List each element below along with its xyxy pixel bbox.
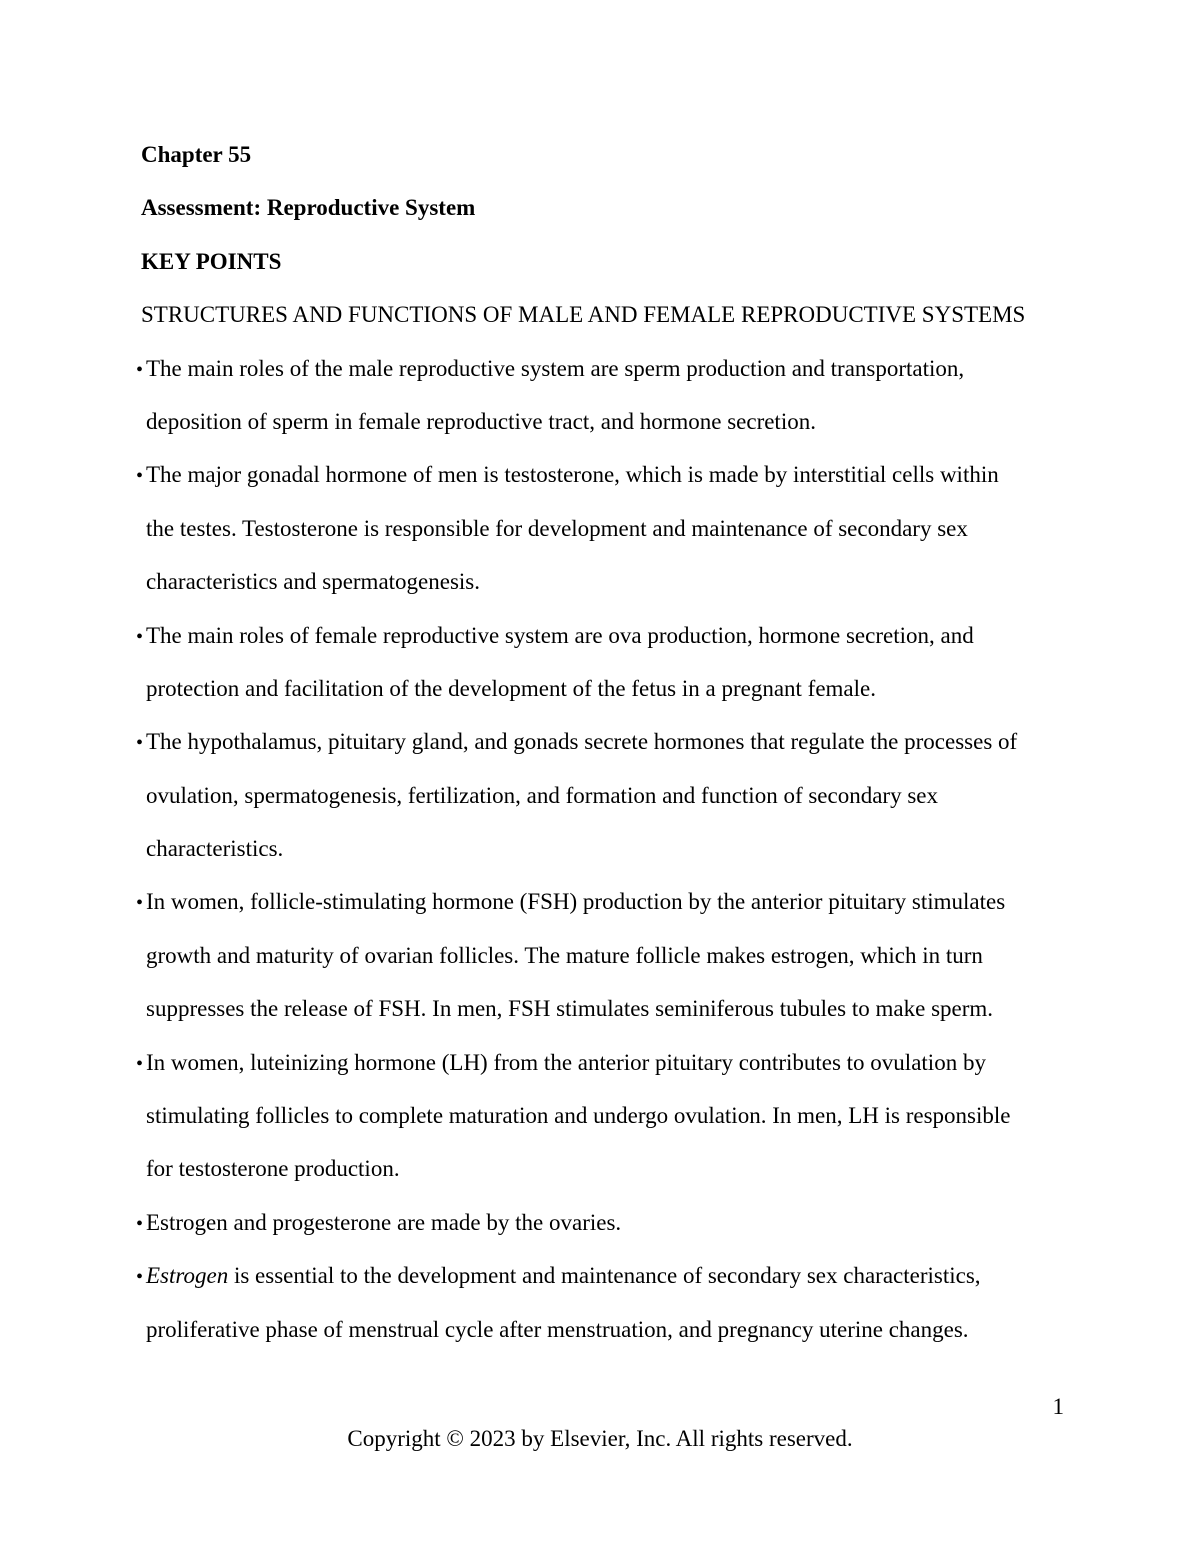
bullet-text: Estrogen and progesterone are made by the ovaries.	[146, 1209, 622, 1235]
bullet-icon: •	[136, 625, 144, 648]
list-item	[136, 342, 1101, 449]
list-item	[136, 448, 1101, 608]
bullet-icon: •	[136, 732, 144, 755]
list-item	[136, 1249, 1101, 1356]
bullet-text-italic: Estrogen	[146, 1263, 229, 1289]
bullet-line: the testes. Testosterone is responsible for development and maintenance of secondary sex	[146, 515, 968, 541]
copyright-text: Copyright © 2023 by Elsevier, Inc. All rights reserved.	[347, 1426, 853, 1451]
bullet-line: protection and facilitation of the development of the fetus in a pregnant female.	[146, 675, 876, 701]
bullet-icon: •	[136, 1266, 144, 1289]
bullet-line	[136, 609, 1101, 662]
bullet-icon: •	[136, 892, 144, 915]
bullet-icon: •	[136, 358, 144, 381]
list-item	[136, 715, 1101, 875]
bullet-line: stimulating follicles to complete maturation and undergo ovulation. In men, LH is responsible	[146, 1103, 1011, 1129]
bullet-line: proliferative phase of menstrual cycle after menstruation, and pregnancy uterine changes.	[146, 1316, 969, 1342]
list-item	[136, 1196, 1101, 1249]
bullet-line: characteristics and spermatogenesis.	[146, 569, 481, 595]
list-item	[136, 609, 1101, 716]
bullet-line	[136, 1196, 1101, 1249]
bullet-line: ovulation, spermatogenesis, fertilization, and formation and function of secondary sex	[146, 782, 938, 808]
bullet-line: growth and maturity of ovarian follicles. The mature follicle makes estrogen, which in turn	[146, 942, 983, 968]
bullet-line	[136, 1036, 1101, 1089]
bullet-list	[136, 342, 1101, 1356]
bullet-line: suppresses the release of FSH. In men, FSH stimulates seminiferous tubules to make sperm.	[146, 996, 994, 1022]
bullet-text: In women, follicle-stimulating hormone (FSH) production by the anterior pituitary stimulates	[146, 889, 1006, 915]
bullet-line	[136, 1249, 1101, 1302]
list-item	[136, 1036, 1101, 1196]
heading-title: Assessment: Reproductive System	[141, 195, 476, 221]
bullet-line: characteristics.	[146, 836, 284, 862]
bullet-line	[136, 715, 1101, 768]
bullet-icon: •	[136, 1052, 144, 1075]
bullet-text: In women, luteinizing hormone (LH) from the anterior pituitary contributes to ovulation by	[146, 1049, 986, 1075]
bullet-line: deposition of sperm in female reproductive tract, and hormone secretion.	[146, 408, 816, 434]
bullet-text: The main roles of female reproductive system are ova production, hormone secretion, and	[146, 622, 974, 648]
bullet-line: for testosterone production.	[146, 1156, 400, 1182]
bullet-line	[136, 875, 1101, 928]
section-heading: STRUCTURES AND FUNCTIONS OF MALE AND FEMALE REPRODUCTIVE SYSTEMS	[141, 302, 1026, 328]
page-number: 1	[1052, 1394, 1064, 1419]
bullet-text: is essential to the development and maintenance of secondary sex characteristics,	[228, 1263, 981, 1289]
bullet-line	[136, 342, 1101, 395]
heading-chapter: Chapter 55	[141, 142, 252, 167]
bullet-icon: •	[136, 1212, 144, 1235]
document-content	[136, 128, 1101, 1356]
heading-key-points: KEY POINTS	[141, 248, 282, 274]
bullet-line	[136, 448, 1101, 501]
bullet-text: The main roles of the male reproductive system are sperm production and transportation,	[146, 355, 965, 381]
bullet-icon: •	[136, 465, 144, 488]
list-item	[136, 875, 1101, 1035]
bullet-text: The hypothalamus, pituitary gland, and gonads secrete hormones that regulate the processes of	[146, 729, 1018, 755]
bullet-text: The major gonadal hormone of men is testosterone, which is made by interstitial cells within	[146, 462, 999, 488]
